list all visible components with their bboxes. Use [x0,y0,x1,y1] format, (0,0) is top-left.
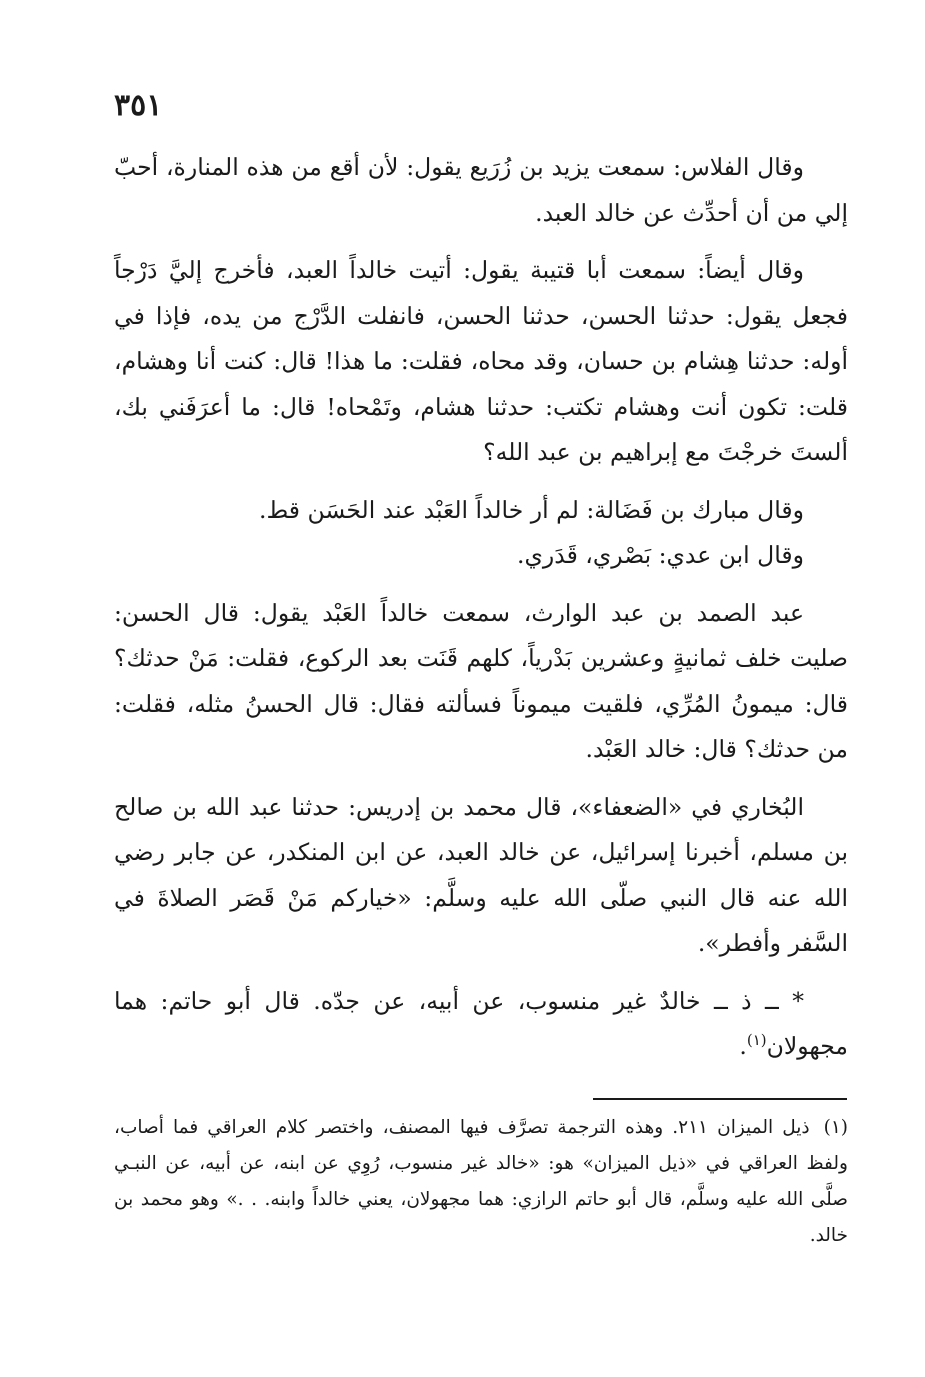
footnote-number: (١) [823,1117,848,1138]
paragraph-abd-al-samad: عبد الصمد بن عبد الوارث، سمعت خالداً العَبْد يقول: قال الحسن: صليت خلف ثمانيةٍ وعشرين بَدْرياً، كلهم قَنَت بعد الركوع، فقلت: مَنْ حدثك؟ قال: ميمونُ المُرِّي، فلقيت ميموناً فسألته فقال: قال الحسنُ مثله، فقلت: من حدثك؟ قال: خالد العَبْد. [114,598,848,763]
footnote-text: ذيل الميزان ٢١١. وهذه الترجمة تصرَّف فيها المصنف، واختصر كلام العراقي فما أصاب، ولفظ العراقي في «ذيل الميزان» هو: «خالد غير منسوب، رُوِي عن ابنه، عن أبيه، عن النبـي صلَّى الله عليه وسلَّم، قال أبو حاتم الرازي: هما مجهولان، يعني خالداً وابنه. . .» وهو محمد بن خالد. [114,1117,848,1246]
footnote-divider [593,1098,847,1100]
entry-end: . [739,1032,747,1060]
paragraph-bukhari: البُخاري في «الضعفاء»، قال محمد بن إدريس: حدثنا عبد الله بن صالح بن مسلم، أخبرنا إسرائيل، عن خالد العبد، عن ابن المنكدر، عن جابر رضي الله عنه قال النبي صلّى الله عليه وسلَّم: «خياركم مَنْ قَصَر الصلاةَ في السَّفر وأفطر». [114,792,848,957]
entry-khalid-unattributed [114,979,848,1070]
body-text [114,145,848,1082]
footnote [114,1110,848,1254]
footnote-marker[interactable]: (١) [746,1031,767,1050]
paragraph-mubarak: وقال مبارك بن فَضَالة: لم أر خالداً العَبْد عند الحَسَن قط. [259,495,804,524]
paragraph-fallas: وقال الفلاس: سمعت يزيد بن زُرَيع يقول: لأن أقع من هذه المنارة، أحبّ إلي من أن أحدِّث عن خالد العبد. [114,153,848,227]
paragraph-ibn-adi: وقال ابن عدي: بَصْري، قَدَري. [517,541,804,569]
page-number: ٣٥١ [114,88,163,123]
paragraph-abu-qutayba: وقال أيضاً: سمعت أبا قتيبة يقول: أتيت خالداً العبد، فأخرج إليَّ دَرْجاً فجعل يقول: حدثنا الحسن، حدثنا الحسن، فانفلت الدَّرْج من يده، فإذا في أوله: حدثنا هِشام بن حسان، وقد محاه، فقلت: ما هذا! قال: كنت أنا وهشام، قلت: تكون أنت وهشام تكتب: حدثنا هشام، وتَمْحاه! قال: ما أعرَفَني بك، ألستَ خرجْتَ مع إبراهيم بن عبد الله؟ [114,256,848,466]
footnotes [114,1110,848,1254]
entry-text: * ــ ذ ــ خالدٌ غير منسوب، عن أبيه، عن جدّه. قال أبو حاتم: هما مجهولان [114,986,848,1060]
